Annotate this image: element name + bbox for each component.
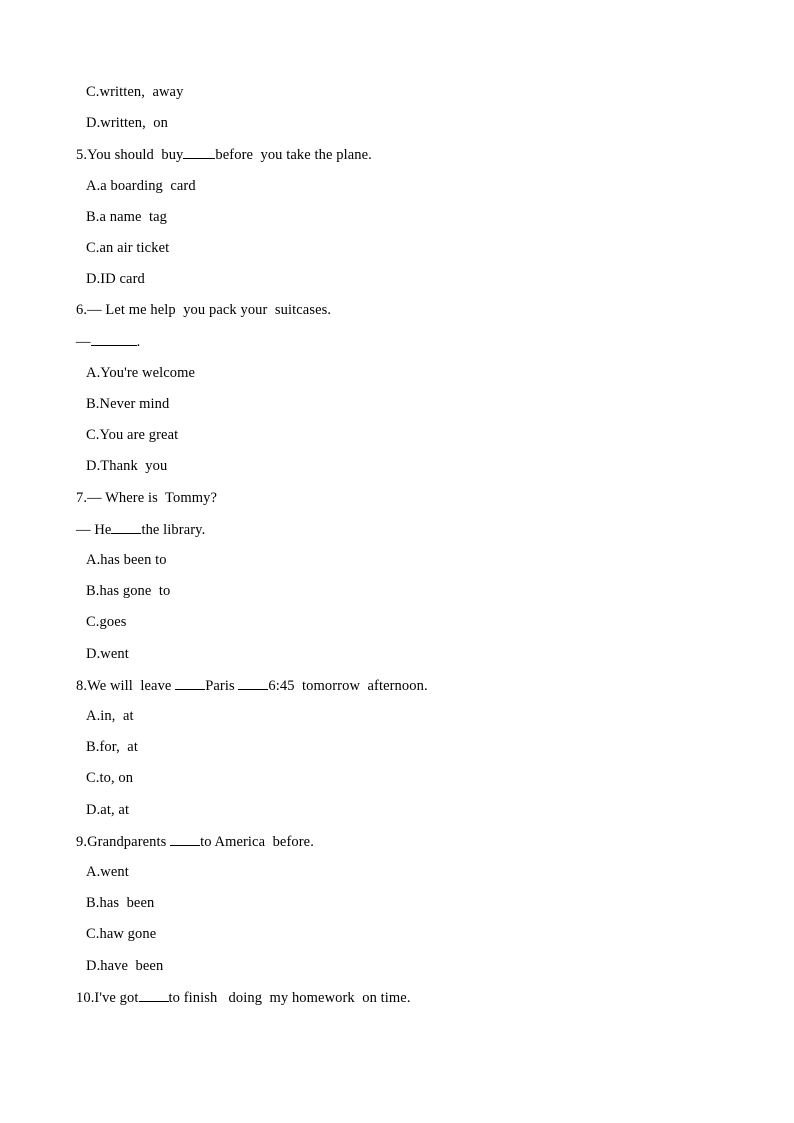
option-8d: D.at, at <box>86 802 130 818</box>
question-8: 8.We will leave Paris 6:45 tomorrow afternoon. <box>76 678 428 694</box>
option-7a: A.has been to <box>86 552 167 568</box>
answer-blank <box>175 676 205 690</box>
option-8a: A.in, at <box>86 708 134 724</box>
answer-blank <box>183 145 215 159</box>
option-9c: C.haw gone <box>86 926 157 942</box>
option-7c: C.goes <box>86 614 127 630</box>
option-4d: D.written, on <box>86 115 168 131</box>
option-5b: B.a name tag <box>86 209 168 225</box>
question-7: 7.— Where is Tommy? <box>76 490 217 506</box>
option-5a: A.a boarding card <box>86 178 196 194</box>
question-6-reply: — . <box>76 334 141 350</box>
answer-blank <box>91 332 137 346</box>
option-9a: A.went <box>86 864 129 880</box>
option-6a: A.You're welcome <box>86 365 196 381</box>
option-8b: B.for, at <box>86 739 138 755</box>
option-5d: D.ID card <box>86 271 145 287</box>
answer-blank <box>111 520 141 534</box>
answer-blank <box>139 988 169 1002</box>
question-6: 6.— Let me help you pack your suitcases. <box>76 302 332 318</box>
option-7d: D.went <box>86 646 129 662</box>
answer-blank <box>170 832 200 846</box>
option-4c: C.written, away <box>86 84 184 100</box>
question-10: 10.I've got to finish doing my homework on time. <box>76 990 411 1006</box>
option-9b: B.has been <box>86 895 155 911</box>
option-6c: C.You are great <box>86 427 179 443</box>
option-5c: C.an air ticket <box>86 240 170 256</box>
answer-blank <box>238 676 268 690</box>
question-7-reply: — He the library. <box>76 522 206 538</box>
option-9d: D.have been <box>86 958 164 974</box>
question-5: 5.You should buy before you take the plane. <box>76 147 372 163</box>
option-6d: D.Thank you <box>86 458 168 474</box>
option-7b: B.has gone to <box>86 583 171 599</box>
option-6b: B.Never mind <box>86 396 170 412</box>
question-9: 9.Grandparents to America before. <box>76 834 314 850</box>
option-8c: C.to, on <box>86 770 134 786</box>
